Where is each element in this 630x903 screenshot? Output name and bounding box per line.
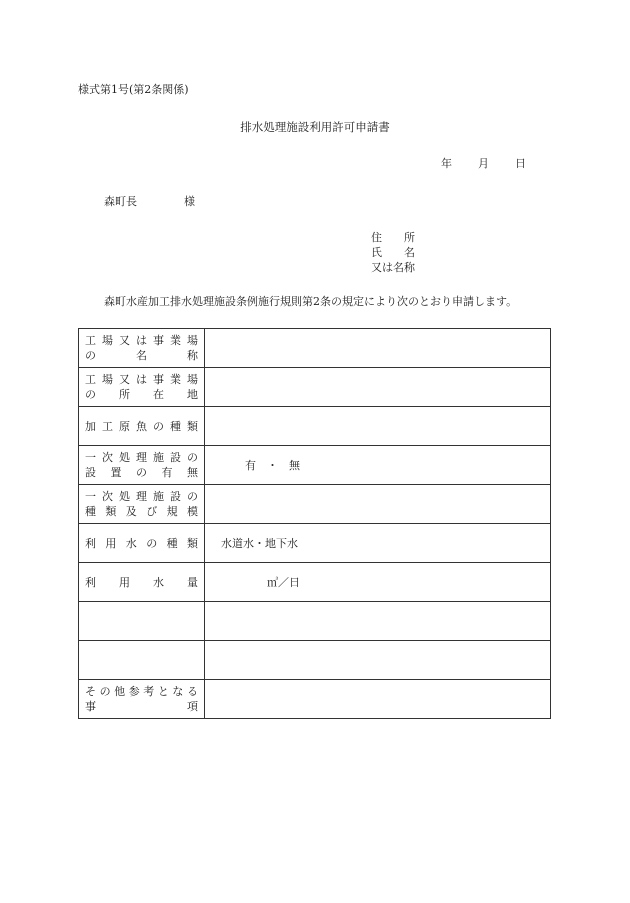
row-label: [79, 602, 205, 641]
row-label-line: の所在地: [85, 388, 198, 401]
row-value-field[interactable]: [205, 680, 551, 719]
row-label-line: 事項: [85, 700, 198, 713]
table-row: [79, 602, 551, 641]
row-label: [79, 446, 205, 485]
row-label: [79, 524, 205, 563]
table-row: [79, 524, 551, 563]
row-label: [79, 680, 205, 719]
row-label-line: その他参考となる: [85, 685, 198, 698]
row-value: ㎥／日: [267, 576, 300, 589]
applicant-address-label: 住 所: [371, 231, 415, 244]
row-value-field[interactable]: [205, 563, 551, 602]
date-year: 年: [441, 157, 452, 170]
row-value-field[interactable]: [205, 446, 551, 485]
row-value-field[interactable]: [205, 602, 551, 641]
row-label-line: 利用水量: [85, 575, 198, 589]
table-row: [79, 446, 551, 485]
row-value-field[interactable]: [205, 524, 551, 563]
row-label-line: 一次処理施設の: [85, 451, 198, 464]
row-label: [79, 368, 205, 407]
row-value: 水道水・地下水: [221, 537, 298, 550]
table-row: [79, 680, 551, 719]
table-row: [79, 329, 551, 368]
row-value-field[interactable]: [205, 407, 551, 446]
row-value-field[interactable]: [205, 329, 551, 368]
row-label: [79, 563, 205, 602]
row-label-line: 設置の有無: [85, 466, 198, 479]
row-value-field[interactable]: [205, 368, 551, 407]
table-row: [79, 368, 551, 407]
row-value: 有 ・ 無: [245, 459, 300, 472]
row-label: [79, 485, 205, 524]
table-row: [79, 641, 551, 680]
addressee-honorific: 様: [184, 195, 195, 208]
row-label-line: 種類及び規模: [85, 505, 198, 518]
row-label: [79, 329, 205, 368]
row-value-field[interactable]: [205, 641, 551, 680]
applicant-name-label: 氏 名: [371, 246, 415, 259]
row-label-line: 一次処理施設の: [85, 490, 198, 503]
row-label-line: 工場又は事業場: [85, 334, 198, 347]
row-label-line: 利用水の種類: [85, 536, 198, 550]
form-number: 様式第1号(第2条関係): [78, 83, 189, 96]
addressee-name: 森町長: [104, 195, 137, 208]
form-title: 排水処理施設利用許可申請書: [240, 120, 390, 134]
application-table: [78, 328, 551, 719]
row-label: [79, 407, 205, 446]
date-month: 月: [478, 157, 489, 170]
date-line: [441, 155, 526, 171]
table-row: [79, 485, 551, 524]
addressee: [104, 193, 195, 209]
table-row: [79, 563, 551, 602]
row-label-line: 工場又は事業場: [85, 373, 198, 386]
table-row: [79, 407, 551, 446]
applicant-org-label: 又は名称: [371, 261, 415, 274]
application-statement: 森町水産加工排水処理施設条例施行規則第2条の規定により次のとおり申請します。: [104, 295, 518, 308]
row-label-line: の名称: [85, 349, 198, 362]
row-label-line: 加工原魚の種類: [85, 419, 198, 433]
row-value-field[interactable]: [205, 485, 551, 524]
row-label: [79, 641, 205, 680]
date-day: 日: [515, 157, 526, 170]
